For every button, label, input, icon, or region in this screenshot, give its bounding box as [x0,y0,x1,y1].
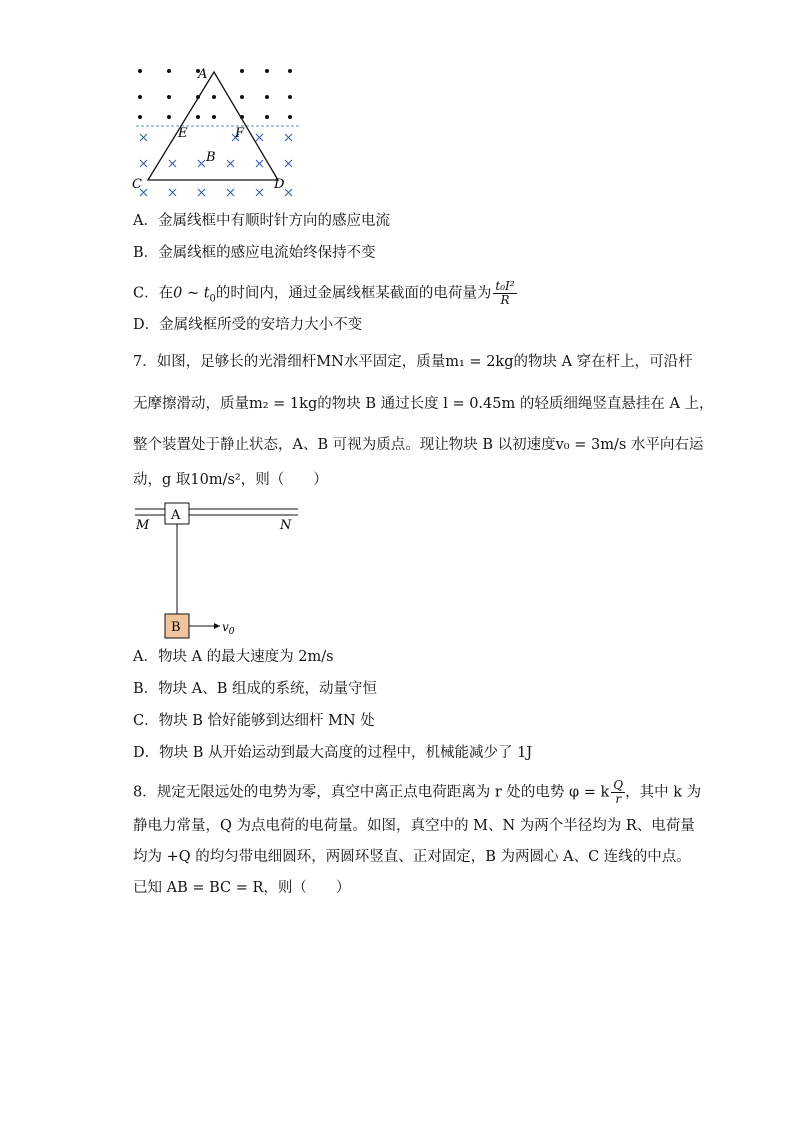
velocity-label: $v_0$ [222,620,235,637]
q8-frac-num: Q [613,778,624,792]
q7-option-a: A．物块 A 的最大速度为 2m/s [133,649,334,665]
label-F: F [235,126,245,141]
q8-line-1 [133,779,701,806]
block-b-label: B [171,620,181,635]
q6-option-c-range: 0 ~ t [173,285,210,302]
dot-field [138,69,292,119]
q6-option-c-prefix: C．在 [133,285,174,302]
q6-option-c-range-sub: 0 [209,293,216,305]
rod-blocks-figure [130,500,310,645]
q7-line-4: 动，g 取10m/s²，则（ ） [133,472,328,488]
rod-label-M: M [136,518,150,533]
q6-option-b: B．金属线框的感应电流始终保持不变 [133,245,376,261]
q6-option-c [133,280,517,309]
q8-frac-den: r [615,792,622,806]
q7-option-c: C．物块 B 恰好能够到达细杆 MN 处 [133,713,375,729]
triangle-field-figure [128,60,308,205]
q7-option-d: D．物块 B 从开始运动到最大高度的过程中，机械能减少了 1J [133,745,533,761]
q6-option-c-mid: 的时间内，通过金属线框某截面的电荷量为 [215,285,492,302]
block-a-label: A [171,508,181,523]
q7-line-3: 整个装置处于静止状态，A、B 可视为质点。现让物块 B 以初速度v₀ = 3m/s 水平向右运 [133,437,704,453]
q7-line-2: 无摩擦滑动，质量m₂ = 1kg的物块 B 通过长度 l = 0.45m 的轻质细绳竖直悬挂在 A 上， [133,396,714,412]
q6-option-d: D．金属线框所受的安培力大小不变 [133,317,363,333]
q8-potential-fraction [611,779,625,806]
q6-option-a: A．金属线框中有顺时针方向的感应电流 [133,213,390,229]
q6-option-c-fraction [493,280,516,307]
q8-line-3: 均为 +Q 的均匀带电细圆环，两圆环竖直、正对固定，B 为两圆心 A、C 连线的中点。 [133,849,691,865]
q6-option-c-frac-den: R [500,293,510,307]
label-A: A [198,67,208,82]
label-C: C [132,177,142,192]
q6-option-c-frac-num: t₀I² [495,279,515,293]
q8-line-1-a: 8．规定无限远处的电势为零，真空中离正点电荷距离为 r 处的电势 φ = k [133,784,610,801]
q7-option-b: B．物块 A、B 组成的系统，动量守恒 [133,681,377,697]
q8-line-2: 静电力常量，Q 为点电荷的电荷量。如图，真空中的 M、N 为两个半径均为 R、电荷量 [133,818,695,834]
velocity-arrowhead [214,623,220,629]
label-D: D [274,177,285,192]
label-E: E [178,126,188,141]
q8-line-1-b: ，其中 k 为 [625,784,702,801]
q7-line-1: 7．如图，足够长的光滑细杆MN水平固定，质量m₁ = 2kg的物块 A 穿在杆上，可沿杆 [133,354,693,370]
rod-label-N: N [280,518,292,533]
label-B: B [206,150,216,165]
q8-line-4: 已知 AB = BC = R，则（ ） [133,880,351,896]
